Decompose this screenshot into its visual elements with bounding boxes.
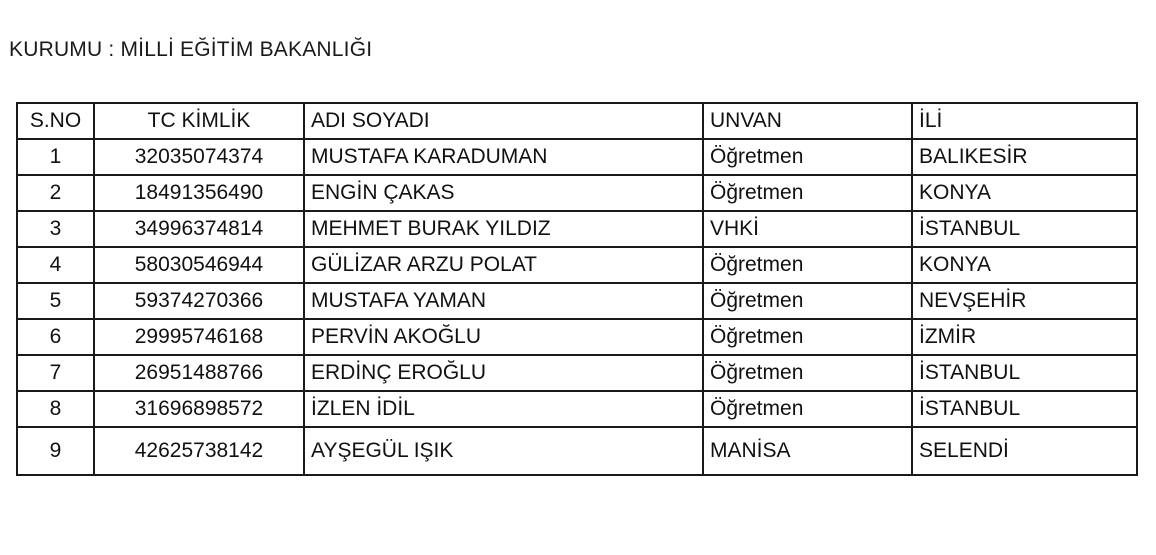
cell-tc-kimlik: 18491356490 (94, 175, 304, 211)
header-adi-soyadi: ADI SOYADI (304, 103, 703, 139)
cell-sno: 2 (17, 175, 94, 211)
cell-sno: 9 (17, 427, 94, 475)
cell-tc-kimlik: 26951488766 (94, 355, 304, 391)
cell-unvan: MANİSA (703, 427, 912, 475)
cell-adi-soyadi: MUSTAFA KARADUMAN (304, 139, 703, 175)
cell-ili: BALIKESİR (912, 139, 1137, 175)
table-header-row (17, 103, 1137, 139)
table-row (17, 175, 1137, 211)
cell-sno: 6 (17, 319, 94, 355)
cell-unvan: Öğretmen (703, 247, 912, 283)
personnel-table (16, 102, 1138, 476)
cell-sno: 3 (17, 211, 94, 247)
header-sno: S.NO (17, 103, 94, 139)
header-tc-kimlik: TC KİMLİK (94, 103, 304, 139)
institution-heading: KURUMU : MİLLİ EĞİTİM BAKANLIĞI (9, 38, 373, 61)
cell-adi-soyadi: ERDİNÇ EROĞLU (304, 355, 703, 391)
header-unvan: UNVAN (703, 103, 912, 139)
cell-unvan: Öğretmen (703, 319, 912, 355)
cell-sno: 1 (17, 139, 94, 175)
table-row (17, 247, 1137, 283)
cell-tc-kimlik: 31696898572 (94, 391, 304, 427)
cell-ili: KONYA (912, 247, 1137, 283)
cell-ili: İSTANBUL (912, 391, 1137, 427)
cell-tc-kimlik: 59374270366 (94, 283, 304, 319)
cell-adi-soyadi: İZLEN İDİL (304, 391, 703, 427)
cell-sno: 8 (17, 391, 94, 427)
cell-unvan: Öğretmen (703, 139, 912, 175)
table-row (17, 283, 1137, 319)
cell-sno: 5 (17, 283, 94, 319)
table-row (17, 319, 1137, 355)
cell-tc-kimlik: 58030546944 (94, 247, 304, 283)
cell-tc-kimlik: 32035074374 (94, 139, 304, 175)
cell-ili: NEVŞEHİR (912, 283, 1137, 319)
cell-unvan: Öğretmen (703, 355, 912, 391)
table-row (17, 139, 1137, 175)
table-row (17, 355, 1137, 391)
cell-ili: İSTANBUL (912, 211, 1137, 247)
table-row (17, 211, 1137, 247)
cell-ili: İSTANBUL (912, 355, 1137, 391)
cell-adi-soyadi: PERVİN AKOĞLU (304, 319, 703, 355)
table-row (17, 427, 1137, 475)
cell-ili: SELENDİ (912, 427, 1137, 475)
cell-adi-soyadi: MEHMET BURAK YILDIZ (304, 211, 703, 247)
cell-adi-soyadi: ENGİN ÇAKAS (304, 175, 703, 211)
cell-unvan: VHKİ (703, 211, 912, 247)
cell-adi-soyadi: AYŞEGÜL IŞIK (304, 427, 703, 475)
cell-adi-soyadi: GÜLİZAR ARZU POLAT (304, 247, 703, 283)
cell-tc-kimlik: 34996374814 (94, 211, 304, 247)
cell-adi-soyadi: MUSTAFA YAMAN (304, 283, 703, 319)
cell-unvan: Öğretmen (703, 391, 912, 427)
cell-ili: İZMİR (912, 319, 1137, 355)
cell-ili: KONYA (912, 175, 1137, 211)
cell-sno: 4 (17, 247, 94, 283)
cell-tc-kimlik: 42625738142 (94, 427, 304, 475)
cell-sno: 7 (17, 355, 94, 391)
cell-tc-kimlik: 29995746168 (94, 319, 304, 355)
cell-unvan: Öğretmen (703, 175, 912, 211)
table-row (17, 391, 1137, 427)
cell-unvan: Öğretmen (703, 283, 912, 319)
header-ili: İLİ (912, 103, 1137, 139)
